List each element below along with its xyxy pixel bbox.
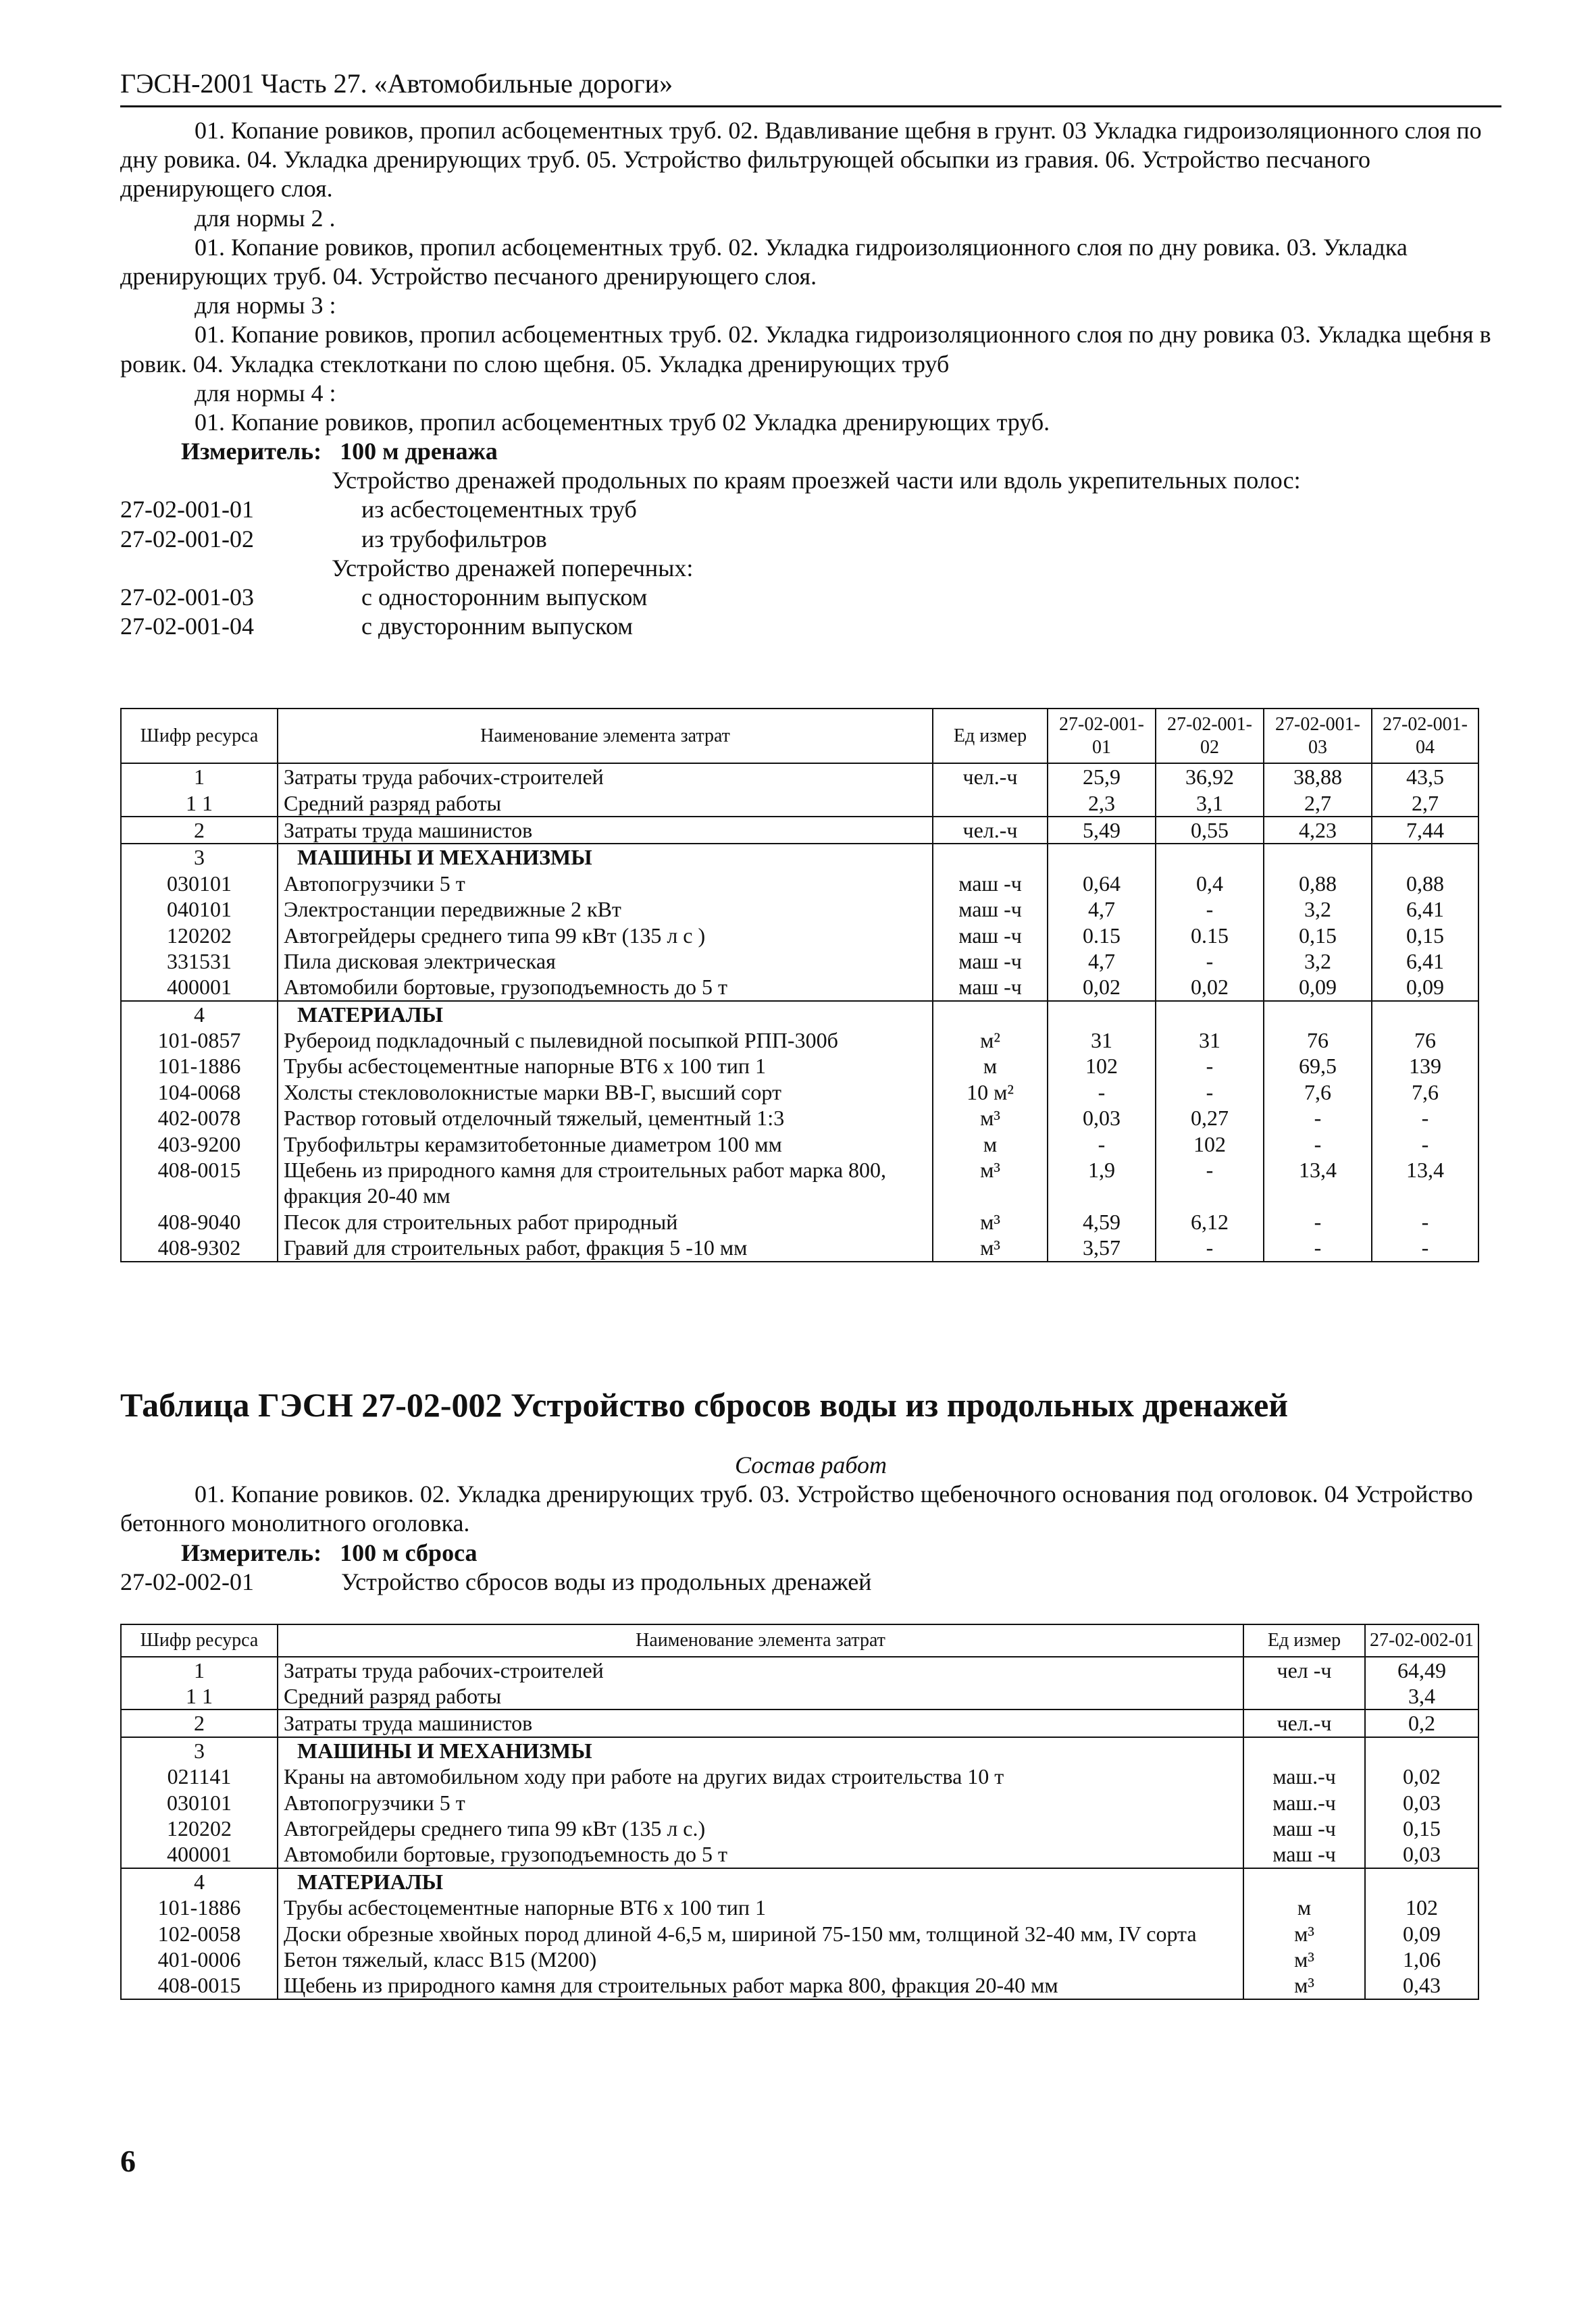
norm-line-3: [120, 583, 1501, 612]
table-row: [121, 1053, 1478, 1079]
norm-value: 69,5: [1264, 1053, 1372, 1079]
norm-line-1: [120, 495, 1501, 524]
resource-unit: м³: [933, 1157, 1048, 1209]
composition-text: 01. Копание ровиков. 02. Укладка дренирующих труб. 03. Устройство щебеночного основания под оголовок. 04 Устройство бетонного монолитного оголовка.: [120, 1481, 1473, 1537]
norm-value: 102: [1365, 1895, 1478, 1920]
resource-name: Затраты труда машинистов: [278, 1709, 1243, 1737]
norm-text: с двусторонним выпуском: [361, 613, 634, 640]
norm-text: с односторонним выпуском: [361, 584, 648, 611]
resource-unit: м³: [1243, 1972, 1365, 1999]
resource-unit: маш -ч: [1243, 1841, 1365, 1868]
table-row: [121, 790, 1478, 817]
norm-value: -: [1156, 948, 1264, 974]
for-norm-3: для нормы 3 :: [195, 292, 336, 319]
table-row: [121, 1105, 1478, 1131]
norm-value: 2,7: [1264, 790, 1372, 817]
resource-code: 408-0015: [121, 1972, 278, 1999]
norm-value: 0,4: [1156, 871, 1264, 896]
work-composition-2: [120, 1451, 1501, 1597]
resource-name: Раствор готовый отделочный тяжелый, цементный 1:3: [278, 1105, 933, 1131]
resource-name: Автомобили бортовые, грузоподъемность до 5 т: [278, 1841, 1243, 1868]
norm-value: 0,02: [1365, 1764, 1478, 1789]
norm-value: -: [1372, 1131, 1478, 1157]
table-row: [121, 1683, 1478, 1709]
norm-value: 3,2: [1264, 896, 1372, 922]
resource-unit: м: [933, 1053, 1048, 1079]
resource-unit: маш -ч: [1243, 1816, 1365, 1841]
norm-value: 3,1: [1156, 790, 1264, 817]
norm-value: 4,59: [1048, 1209, 1156, 1235]
resource-name: Автопогрузчики 5 т: [278, 871, 933, 896]
norm-value: 2,3: [1048, 790, 1156, 817]
norm-value: -: [1048, 1131, 1156, 1157]
norm-value: 0,03: [1365, 1790, 1478, 1816]
norm-value: 3,2: [1264, 948, 1372, 974]
resource-name: Трубы асбестоцементные напорные ВТ6 x 100 тип 1: [278, 1895, 1243, 1920]
resource-name: Трубофильтры керамзитобетонные диаметром 100 мм: [278, 1131, 933, 1157]
resource-unit: маш -ч: [933, 871, 1048, 896]
norm-value: 0,88: [1372, 871, 1478, 896]
resource-name: МАТЕРИАЛЫ: [278, 1001, 933, 1027]
col-header-name: Наименование элемента затрат: [278, 1624, 1243, 1657]
group-longitudinal: Устройство дренажей продольных по краям проезжей части или вдоль укрепительных полос:: [332, 467, 1301, 494]
norm-value: -: [1156, 1157, 1264, 1209]
resource-unit: м³: [933, 1235, 1048, 1261]
table-row: [121, 871, 1478, 896]
table-row: [121, 1209, 1478, 1235]
norm-value: [1372, 1001, 1478, 1027]
norm-value: 31: [1156, 1027, 1264, 1053]
norm-value: 0,03: [1365, 1841, 1478, 1868]
resource-code: 400001: [121, 1841, 278, 1868]
resource-name: Затраты труда рабочих-строителей: [278, 1657, 1243, 1683]
resource-name: Песок для строительных работ природный: [278, 1209, 933, 1235]
resource-unit: [1243, 1683, 1365, 1709]
resource-code: 040101: [121, 896, 278, 922]
work-composition: [120, 116, 1501, 641]
resource-code: 408-0015: [121, 1157, 278, 1209]
col-header-name: Наименование элемента затрат: [278, 709, 933, 763]
resource-code: 120202: [121, 1816, 278, 1841]
table-row: [121, 1841, 1478, 1868]
norm-value: 102: [1048, 1053, 1156, 1079]
resource-unit: маш.-ч: [1243, 1790, 1365, 1816]
norm-value: 0,88: [1264, 871, 1372, 896]
resource-code: 104-0068: [121, 1079, 278, 1105]
resource-unit: м³: [1243, 1921, 1365, 1947]
table-row: [121, 1131, 1478, 1157]
table-body: [121, 1657, 1478, 1999]
table-row: [121, 1895, 1478, 1920]
norm-text: из асбестоцементных труб: [361, 496, 637, 523]
resource-name: МАШИНЫ И МЕХАНИЗМЫ: [278, 844, 933, 870]
table-row: [121, 1790, 1478, 1816]
resource-code: 4: [121, 1868, 278, 1895]
resource-unit: [933, 1001, 1048, 1027]
resource-unit: чел.-ч: [1243, 1709, 1365, 1737]
col-header-unit: Ед измер: [933, 709, 1048, 763]
norm-value: 4,23: [1264, 817, 1372, 844]
resource-code: 400001: [121, 974, 278, 1000]
norm-value: 139: [1372, 1053, 1478, 1079]
resource-unit: м³: [933, 1209, 1048, 1235]
resource-name: МАШИНЫ И МЕХАНИЗМЫ: [278, 1737, 1243, 1764]
resource-name: Электростанции передвижные 2 кВт: [278, 896, 933, 922]
resource-unit: маш -ч: [933, 923, 1048, 948]
page-header: ГЭСН-2001 Часть 27. «Автомобильные дороги»: [120, 68, 1501, 107]
composition-norm-2: 01. Копание ровиков, пропил асбоцементных труб. 02. Укладка гидроизоляционного слоя по дну ровика. 03. Укладка дренирующих труб. 04. Устройство песчаного дренирующего слоя.: [120, 233, 1408, 290]
norm-value: [1156, 1001, 1264, 1027]
table-row: [121, 1816, 1478, 1841]
norm-value: 6,41: [1372, 948, 1478, 974]
norm-code: 27-02-001-01: [120, 496, 254, 523]
resource-name: Холсты стекловолокнистые марки ВВ-Г, высший сорт: [278, 1079, 933, 1105]
resource-unit: [1243, 1868, 1365, 1895]
norm-value: 7,44: [1372, 817, 1478, 844]
resource-code: 408-9302: [121, 1235, 278, 1261]
norm-value: -: [1372, 1209, 1478, 1235]
table-row: [121, 948, 1478, 974]
resource-unit: маш -ч: [933, 948, 1048, 974]
table-row: [121, 1157, 1478, 1209]
norm-value: -: [1156, 1079, 1264, 1105]
for-norm-4: для нормы 4 :: [195, 379, 336, 407]
resource-name: Краны на автомобильном ходу при работе на других видах строительства 10 т: [278, 1764, 1243, 1789]
norm-value: 0,64: [1048, 871, 1156, 896]
norm-text: из трубофильтров: [361, 525, 547, 552]
norm-value: -: [1264, 1105, 1372, 1131]
norm-value: 43,5: [1372, 763, 1478, 790]
meter-line: [120, 437, 1501, 466]
group-transverse: Устройство дренажей поперечных:: [332, 554, 694, 582]
table-row: [121, 923, 1478, 948]
norm-value: 0,09: [1365, 1921, 1478, 1947]
table-row: [121, 763, 1478, 790]
norm-value: -: [1264, 1235, 1372, 1261]
table-row: [121, 1921, 1478, 1947]
norm-value: 36,92: [1156, 763, 1264, 790]
norm-value: 0.15: [1156, 923, 1264, 948]
norm-value: -: [1372, 1235, 1478, 1261]
meter-label: Измеритель:: [181, 438, 322, 465]
table-row: [121, 1001, 1478, 1027]
norm-value: 0.15: [1048, 923, 1156, 948]
resource-code: 402-0078: [121, 1105, 278, 1131]
resource-name: Средний разряд работы: [278, 1683, 1243, 1709]
table-row: [121, 1709, 1478, 1737]
norm-value: [1048, 844, 1156, 870]
resource-code: 1 1: [121, 790, 278, 817]
norm-value: 0,02: [1048, 974, 1156, 1000]
table-row: [121, 896, 1478, 922]
resource-unit: чел.-ч: [933, 763, 1048, 790]
norm-value: 0,43: [1365, 1972, 1478, 1999]
resource-name: Автопогрузчики 5 т: [278, 1790, 1243, 1816]
resource-unit: маш -ч: [933, 974, 1048, 1000]
norm-value: [1156, 844, 1264, 870]
table-row: [121, 1972, 1478, 1999]
norm-value: 6,41: [1372, 896, 1478, 922]
norm-value: 38,88: [1264, 763, 1372, 790]
resource-name: Щебень из природного камня для строительных работ марка 800, фракция 20-40 мм: [278, 1157, 933, 1209]
meter-line: [120, 1539, 1501, 1568]
table-row: [121, 1737, 1478, 1764]
resource-name: Трубы асбестоцементные напорные ВТ6 x 100 тип 1: [278, 1053, 933, 1079]
resource-name: Пила дисковая электрическая: [278, 948, 933, 974]
resource-code: 1 1: [121, 1683, 278, 1709]
norm-value: -: [1156, 1053, 1264, 1079]
norm-value: 5,49: [1048, 817, 1156, 844]
norm-value: 25,9: [1048, 763, 1156, 790]
col-header-norm-3: 27-02-001-03: [1264, 709, 1372, 763]
resource-name: МАТЕРИАЛЫ: [278, 1868, 1243, 1895]
norm-value: [1372, 844, 1478, 870]
norm-value: 0,15: [1264, 923, 1372, 948]
norm-value: -: [1264, 1131, 1372, 1157]
norm-text: Устройство сбросов воды из продольных дренажей: [341, 1568, 872, 1595]
norm-value: 3,57: [1048, 1235, 1156, 1261]
table-row: [121, 1657, 1478, 1683]
resource-code: 101-0857: [121, 1027, 278, 1053]
resource-unit: м: [1243, 1895, 1365, 1920]
norm-value: -: [1372, 1105, 1478, 1131]
resource-unit: м³: [1243, 1947, 1365, 1972]
norm-value: -: [1264, 1209, 1372, 1235]
meter-value: 100 м дренажа: [340, 438, 498, 465]
norm-line-2: [120, 525, 1501, 554]
norm-value: 76: [1372, 1027, 1478, 1053]
norm-value: 4,7: [1048, 896, 1156, 922]
resource-unit: м: [933, 1131, 1048, 1157]
norm-value: 0,15: [1372, 923, 1478, 948]
norm-value: 0,03: [1048, 1105, 1156, 1131]
norm-value: 0,09: [1264, 974, 1372, 1000]
resource-code: 2: [121, 1709, 278, 1737]
norm-value: [1365, 1868, 1478, 1895]
table-2-title: Таблица ГЭСН 27-02-002 Устройство сбросов воды из продольных дренажей: [120, 1386, 1289, 1424]
resource-name: Рубероид подкладочный с пылевидной посыпкой РПП-300б: [278, 1027, 933, 1053]
resource-name: Автогрейдеры среднего типа 99 кВт (135 л с ): [278, 923, 933, 948]
resource-name: Автогрейдеры среднего типа 99 кВт (135 л с.): [278, 1816, 1243, 1841]
norm-value: 7,6: [1264, 1079, 1372, 1105]
table-header-row: [121, 1624, 1478, 1657]
table-row: [121, 817, 1478, 844]
composition-norm-1: 01. Копание ровиков, пропил асбоцементных труб. 02. Вдавливание щебня в грунт. 03 Укладка гидроизоляционного слоя по дну ровика. 04. Укладка дренирующих труб. 05. Устройство фильтрующей обсыпки из гравия. 06. Устройство песчаного дренирующего слоя.: [120, 117, 1482, 203]
resource-code: 021141: [121, 1764, 278, 1789]
resource-code: 1: [121, 1657, 278, 1683]
table-row: [121, 1868, 1478, 1895]
norm-code: 27-02-001-02: [120, 525, 254, 552]
resource-name: Бетон тяжелый, класс В15 (М200): [278, 1947, 1243, 1972]
norm-value: 4,7: [1048, 948, 1156, 974]
resource-code: 1: [121, 763, 278, 790]
resources-table-27-02-001: [120, 708, 1479, 1262]
col-header-unit: Ед измер: [1243, 1624, 1365, 1657]
resource-unit: 10 м²: [933, 1079, 1048, 1105]
table-header-row: [121, 709, 1478, 763]
resource-unit: чел -ч: [1243, 1657, 1365, 1683]
resource-code: 401-0006: [121, 1947, 278, 1972]
norm-value: 2,7: [1372, 790, 1478, 817]
norm-value: -: [1156, 896, 1264, 922]
resource-code: 4: [121, 1001, 278, 1027]
table-row: [121, 1027, 1478, 1053]
table-row: [121, 974, 1478, 1000]
resource-unit: [933, 790, 1048, 817]
table-row: [121, 1947, 1478, 1972]
resource-name: Доски обрезные хвойных пород длиной 4-6,5 м, шириной 75-150 мм, толщиной 32-40 мм, IV сорта: [278, 1921, 1243, 1947]
norm-value: [1264, 844, 1372, 870]
resource-code: 101-1886: [121, 1895, 278, 1920]
norm-code: 27-02-002-01: [120, 1568, 254, 1595]
table-row: [121, 1079, 1478, 1105]
resource-code: 3: [121, 844, 278, 870]
resource-unit: м³: [933, 1105, 1048, 1131]
norm-value: 1,06: [1365, 1947, 1478, 1972]
norm-code: 27-02-001-04: [120, 613, 254, 640]
norm-value: [1048, 1001, 1156, 1027]
col-header-norm-4: 27-02-001-04: [1372, 709, 1478, 763]
norm-line-4: [120, 612, 1501, 641]
resource-code: 403-9200: [121, 1131, 278, 1157]
norm-value: 0,09: [1372, 974, 1478, 1000]
col-header-norm-1: 27-02-002-01: [1365, 1624, 1478, 1657]
norm-value: 0,27: [1156, 1105, 1264, 1131]
col-header-norm-2: 27-02-001-02: [1156, 709, 1264, 763]
norm-value: 0,15: [1365, 1816, 1478, 1841]
resource-unit: [1243, 1737, 1365, 1764]
resource-name: Щебень из природного камня для строительных работ марка 800, фракция 20-40 мм: [278, 1972, 1243, 1999]
norm-value: 31: [1048, 1027, 1156, 1053]
norm-value: 0,02: [1156, 974, 1264, 1000]
table-row: [121, 1235, 1478, 1261]
resources-table-27-02-002: [120, 1624, 1479, 2000]
norm-value: [1365, 1737, 1478, 1764]
resource-name: Автомобили бортовые, грузоподъемность до 5 т: [278, 974, 933, 1000]
resource-code: 120202: [121, 923, 278, 948]
norm-value: 3,4: [1365, 1683, 1478, 1709]
col-header-code: Шифр ресурса: [121, 709, 278, 763]
resource-code: 2: [121, 817, 278, 844]
resource-name: Средний разряд работы: [278, 790, 933, 817]
composition-norm-3: 01. Копание ровиков, пропил асбоцементных труб. 02. Укладка гидроизоляционного слоя по дну ровика 03. Укладка щебня в ровик. 04. Укладка стеклоткани по слою щебня. 05. Укладка дренирующих труб: [120, 321, 1491, 378]
resource-code: 101-1886: [121, 1053, 278, 1079]
resource-name: Гравий для строительных работ, фракция 5 -10 мм: [278, 1235, 933, 1261]
norm-value: 76: [1264, 1027, 1372, 1053]
page-number: 6: [120, 2144, 136, 2178]
col-header-norm-1: 27-02-001-01: [1048, 709, 1156, 763]
norm-value: -: [1156, 1235, 1264, 1261]
resource-unit: маш -ч: [933, 896, 1048, 922]
norm-value: 0,55: [1156, 817, 1264, 844]
norm-line: [120, 1568, 1501, 1597]
resource-code: 102-0058: [121, 1921, 278, 1947]
resource-code: 408-9040: [121, 1209, 278, 1235]
resource-name: Затраты труда рабочих-строителей: [278, 763, 933, 790]
norm-value: 102: [1156, 1131, 1264, 1157]
resource-unit: чел.-ч: [933, 817, 1048, 844]
meter-label: Измеритель:: [181, 1539, 322, 1566]
col-header-code: Шифр ресурса: [121, 1624, 278, 1657]
norm-value: 7,6: [1372, 1079, 1478, 1105]
resource-code: 030101: [121, 871, 278, 896]
norm-value: 13,4: [1372, 1157, 1478, 1209]
norm-value: 1,9: [1048, 1157, 1156, 1209]
resource-unit: маш.-ч: [1243, 1764, 1365, 1789]
norm-value: [1264, 1001, 1372, 1027]
table-row: [121, 1764, 1478, 1789]
resource-code: 030101: [121, 1790, 278, 1816]
resource-unit: [933, 844, 1048, 870]
norm-value: 6,12: [1156, 1209, 1264, 1235]
table-row: [121, 844, 1478, 870]
norm-value: 13,4: [1264, 1157, 1372, 1209]
norm-code: 27-02-001-03: [120, 584, 254, 611]
meter-value: 100 м сброса: [340, 1539, 478, 1566]
resource-name: Затраты труда машинистов: [278, 817, 933, 844]
norm-value: 0,2: [1365, 1709, 1478, 1737]
norm-value: 64,49: [1365, 1657, 1478, 1683]
composition-norm-4: 01. Копание ровиков, пропил асбоцементных труб 02 Укладка дренирующих труб.: [195, 408, 1050, 436]
resource-code: 3: [121, 1737, 278, 1764]
resource-code: 331531: [121, 948, 278, 974]
norm-value: -: [1048, 1079, 1156, 1105]
table-body: [121, 763, 1478, 1261]
composition-heading: Состав работ: [735, 1451, 887, 1479]
for-norm-2: для нормы 2 .: [195, 204, 336, 232]
resource-unit: м²: [933, 1027, 1048, 1053]
